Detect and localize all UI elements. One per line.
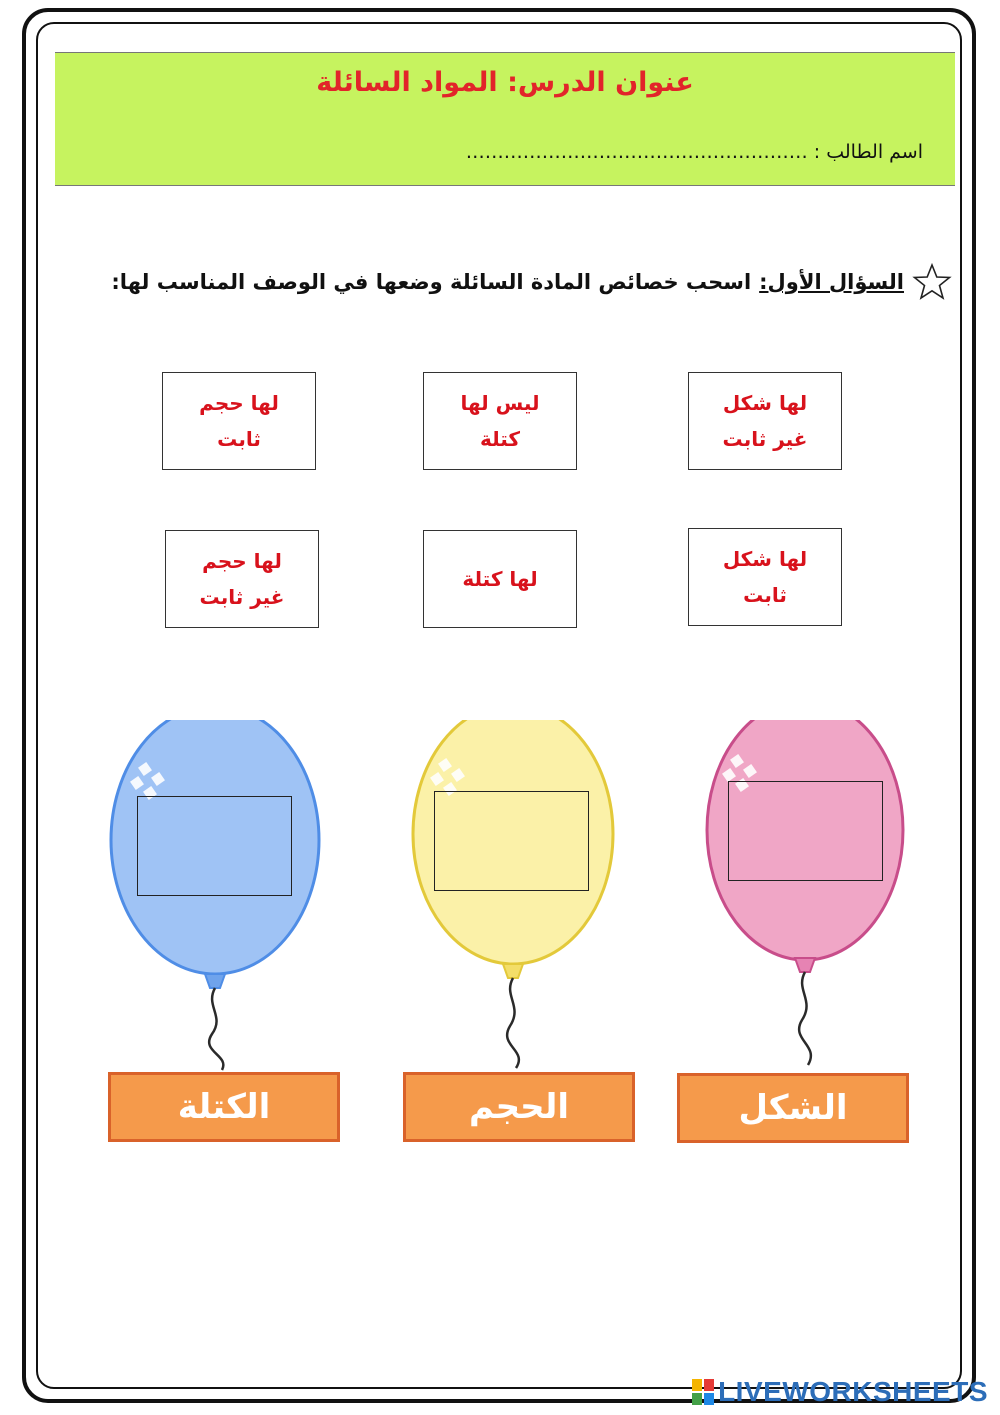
question-one (111, 262, 952, 302)
balloon-icon-pink (690, 720, 920, 1100)
worksheet-header (55, 52, 955, 186)
drag-card-shape-not-fixed[interactable]: لها شكل غير ثابت (688, 372, 842, 470)
liveworksheets-logo-icon (692, 1379, 714, 1405)
question-text: اسحب خصائص المادة السائلة وضعها في الوصف المناسب لها: (111, 270, 752, 294)
drag-card-fixed-shape[interactable]: لها شكل ثابت (688, 528, 842, 626)
balloon-icon-yellow (398, 720, 628, 1100)
drop-zone-volume[interactable] (434, 791, 589, 891)
student-name-line (466, 141, 923, 163)
drop-zone-mass[interactable] (137, 796, 292, 896)
category-label-shape: الشكل (677, 1073, 909, 1143)
drop-zone-shape[interactable] (728, 781, 883, 881)
category-label-volume: الحجم (403, 1072, 635, 1142)
drag-card-no-mass[interactable]: ليس لها كتلة (423, 372, 577, 470)
star-icon (912, 262, 952, 302)
question-label: السؤال الأول: (759, 270, 904, 294)
page-frame-inner (36, 22, 962, 1389)
drag-card-has-mass[interactable]: لها كتلة (423, 530, 577, 628)
lesson-title: عنوان الدرس: المواد السائلة (316, 67, 694, 98)
category-label-mass: الكتلة (108, 1072, 340, 1142)
drag-card-fixed-volume[interactable]: لها حجم ثابت (162, 372, 316, 470)
drag-card-volume-not-fixed[interactable]: لها حجم غير ثابت (165, 530, 319, 628)
liveworksheets-logo-text: LIVEWORKSHEETS (718, 1376, 988, 1407)
balloon-icon-blue (100, 720, 330, 1100)
liveworksheets-logo (692, 1376, 988, 1408)
student-name-label: اسم الطالب : (813, 141, 923, 163)
student-name-field[interactable]: ……………………………………………… (465, 141, 808, 163)
